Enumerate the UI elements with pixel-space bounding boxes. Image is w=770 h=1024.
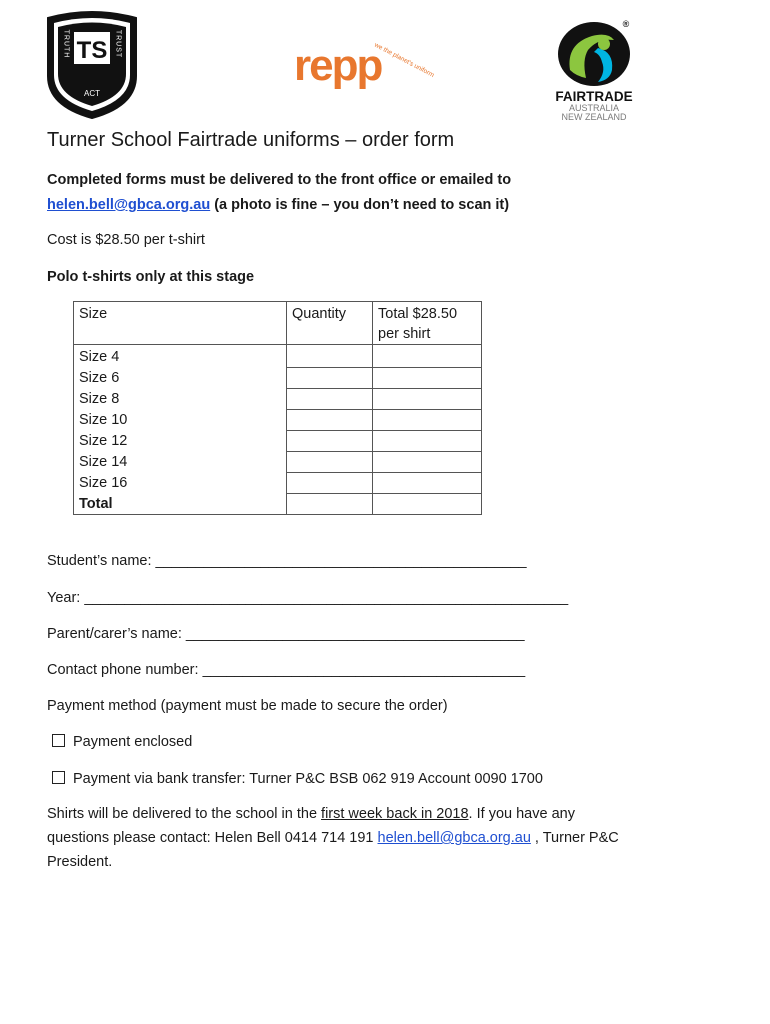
quantity-cell[interactable]	[287, 389, 373, 410]
delivery-date: first week back in 2018	[321, 806, 469, 822]
repp-logo	[292, 30, 436, 96]
instructions-line-2	[47, 197, 509, 213]
payment-enclosed-label: Payment enclosed	[73, 734, 193, 750]
contact-details: questions please contact: Helen Bell 0414 714 191	[47, 830, 378, 846]
instructions-line-1: Completed forms must be delivered to the front office or emailed to	[47, 172, 512, 188]
student-name-field[interactable]: Student’s name: ______________________________________________	[47, 553, 527, 569]
header-total: Total $28.50 per shirt	[373, 302, 482, 345]
payment-option-enclosed[interactable]	[52, 734, 192, 750]
fairtrade-region-1: AUSTRALIA	[568, 103, 619, 113]
total-amount-cell[interactable]	[373, 494, 482, 515]
quantity-cell[interactable]	[287, 368, 373, 389]
polo-note: Polo t-shirts only at this stage	[47, 269, 255, 285]
payment-enclosed-checkbox[interactable]	[52, 734, 65, 747]
order-table	[73, 301, 482, 515]
table-row	[74, 431, 482, 452]
total-cell[interactable]	[373, 473, 482, 494]
size-label: Size 10	[74, 410, 287, 431]
total-cell[interactable]	[373, 431, 482, 452]
delivery-line-3: President.	[47, 854, 113, 870]
instructions-email-link[interactable]: helen.bell@gbca.org.au	[47, 197, 211, 213]
payment-bank-checkbox[interactable]	[52, 771, 65, 784]
school-right-word: TRUST	[114, 29, 122, 59]
table-row	[74, 473, 482, 494]
payment-bank-label: Payment via bank transfer: Turner P&C BSB 062 919 Account 0090 1700	[73, 771, 543, 787]
repp-wordmark: repp	[294, 41, 382, 90]
size-label: Size 8	[74, 389, 287, 410]
header-size: Size	[74, 302, 287, 345]
total-cell[interactable]	[373, 452, 482, 473]
quantity-cell[interactable]	[287, 410, 373, 431]
header-quantity: Quantity	[287, 302, 373, 345]
table-header-row	[74, 302, 482, 345]
year-field[interactable]: Year: ____________________________________________________________	[47, 590, 569, 606]
table-row	[74, 389, 482, 410]
contact-role: , Turner P&C	[530, 830, 619, 846]
table-row	[74, 345, 482, 368]
school-bottom-word: ACT	[84, 89, 100, 98]
repp-tagline: we the planet's uniform	[373, 41, 436, 80]
total-cell[interactable]	[373, 410, 482, 431]
total-label: Total	[74, 494, 287, 515]
table-row	[74, 368, 482, 389]
contact-phone-field[interactable]: Contact phone number: ________________________________________	[47, 662, 526, 678]
school-initials: TS	[76, 37, 108, 64]
turner-school-logo	[44, 10, 140, 122]
table-row	[74, 452, 482, 473]
size-label: Size 16	[74, 473, 287, 494]
page-title: Turner School Fairtrade uniforms – order form	[47, 129, 455, 151]
fairtrade-registered-mark: ®	[622, 19, 630, 29]
table-row	[74, 410, 482, 431]
size-label: Size 4	[74, 345, 287, 368]
size-label: Size 14	[74, 452, 287, 473]
total-cell[interactable]	[373, 389, 482, 410]
size-label: Size 12	[74, 431, 287, 452]
quantity-cell[interactable]	[287, 452, 373, 473]
total-cell[interactable]	[373, 368, 482, 389]
fairtrade-name: FAIRTRADE	[555, 89, 633, 104]
school-left-word: TRUTH	[62, 29, 70, 59]
parent-name-field[interactable]: Parent/carer’s name: __________________________________________	[47, 626, 525, 642]
delivery-suffix: . If you have any	[468, 806, 575, 822]
payment-heading: Payment method (payment must be made to secure the order)	[47, 698, 448, 714]
delivery-prefix: Shirts will be delivered to the school in the	[47, 806, 322, 822]
size-label: Size 6	[74, 368, 287, 389]
cost-text: Cost is $28.50 per t-shirt	[47, 232, 205, 248]
contact-email-link[interactable]: helen.bell@gbca.org.au	[377, 830, 531, 846]
quantity-cell[interactable]	[287, 345, 373, 368]
instructions-note: (a photo is fine – you don’t need to scan it)	[210, 197, 510, 213]
delivery-line-2	[47, 830, 619, 846]
payment-option-bank[interactable]	[52, 771, 543, 787]
delivery-line-1	[47, 806, 575, 822]
fairtrade-logo	[548, 18, 640, 122]
fairtrade-region-2: NEW ZEALAND	[561, 112, 627, 122]
total-cell[interactable]	[373, 345, 482, 368]
total-quantity-cell[interactable]	[287, 494, 373, 515]
quantity-cell[interactable]	[287, 473, 373, 494]
quantity-cell[interactable]	[287, 431, 373, 452]
table-total-row	[74, 494, 482, 515]
